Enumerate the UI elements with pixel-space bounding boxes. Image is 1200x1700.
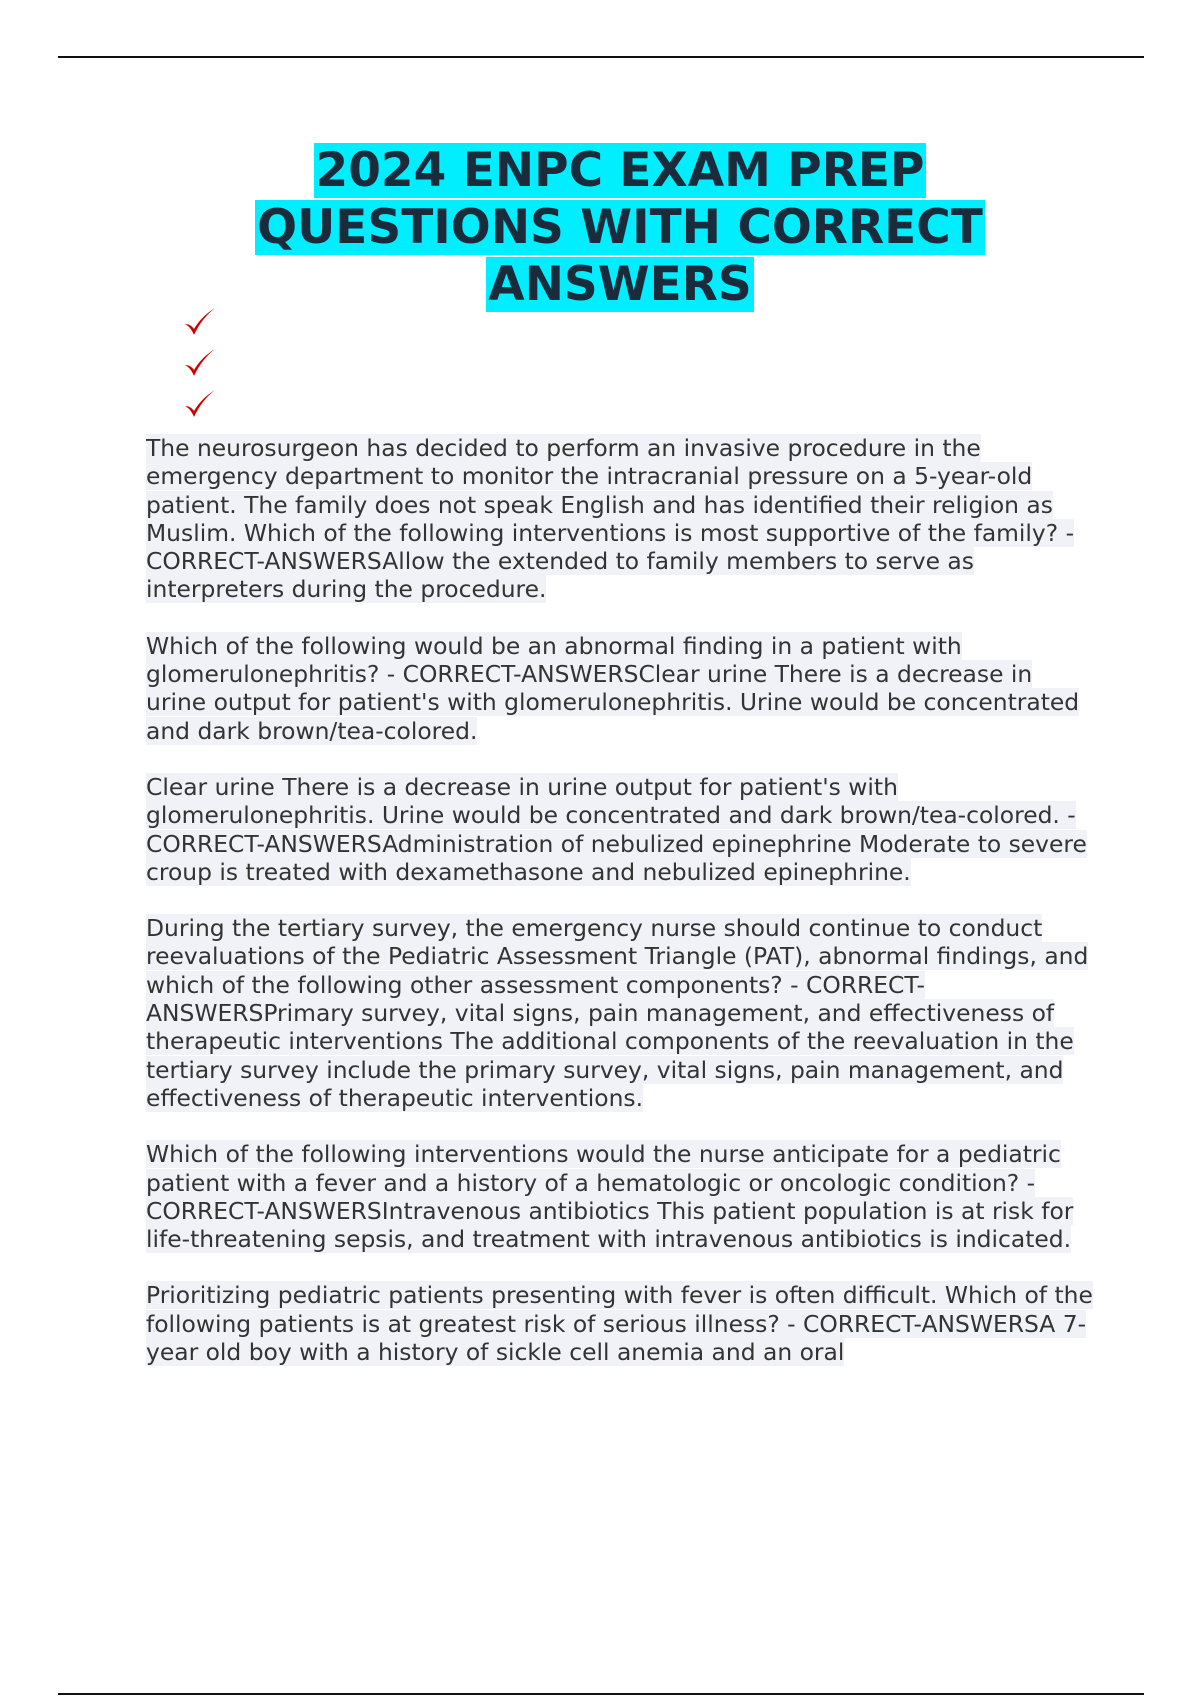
check-icon [180,302,220,342]
qa-entry-text: Which of the following would be an abnormal finding in a patient with glomerulonephritis? - CORRECT-ANSWERSClear urine There is a decrease in urine output for patient's with glomerulonephritis. Urine would be concentrated and dark brown/tea-colored. [146,631,1080,745]
check-icon [180,384,220,424]
document-title [140,142,1100,313]
qa-entry [146,914,1096,1112]
qa-entry-text: During the tertiary survey, the emergency nurse should continue to conduct reevaluations of the Pediatric Assessment Triangle (PAT), abnormal findings, and which of the following other assessment components? - CORRECT-ANSWERSPrimary survey, vital signs, pain management, and effectiveness of therapeutic interventions The additional components of the reevaluation in the tertiary survey include the primary survey, vital signs, pain management, and effectiveness of therapeutic interventions. [146,914,1089,1112]
qa-entry [146,1140,1096,1253]
check-list [180,302,220,425]
bottom-rule [58,1693,1144,1695]
title-line: QUESTIONS WITH CORRECT [257,200,983,255]
title-line: ANSWERS [488,257,752,312]
check-icon [180,343,220,383]
qa-entry [146,773,1096,886]
qa-entry-text: The neurosurgeon has decided to perform an invasive procedure in the emergency department to monitor the intracranial pressure on a 5-year-old patient. The family does not speak English and has identified their religion as Muslim. Which of the following interventions is most supportive of the family? - CORRECT-ANSWERSAllow the extended to family members to serve as interpreters during the procedure. [146,434,1075,604]
qa-entry-text: Which of the following interventions would the nurse anticipate for a pediatric patient with a fever and a history of a hematologic or oncologic condition? - CORRECT-ANSWERSIntravenous antibiotics This patient population is at risk for life-threatening sepsis, and treatment with intravenous antibiotics is indicated. [146,1140,1074,1254]
qa-entry-text: Clear urine There is a decrease in urine output for patient's with glomerulonephritis. Urine would be concentrated and dark brown/tea-colored. - CORRECT-ANSWERSAdministration of nebulized epinephrine Moderate to severe croup is treated with dexamethasone and nebulized epinephrine. [146,772,1087,886]
title-line: 2024 ENPC EXAM PREP [315,143,925,198]
qa-entry [146,1281,1096,1366]
qa-entry [146,434,1096,604]
top-rule [58,56,1144,58]
qa-entry-text: Prioritizing pediatric patients presenting with fever is often difficult. Which of the following patients is at greatest risk of serious illness? - CORRECT-ANSWERSA 7-year old boy with a history of sickle cell anemia and an oral [146,1281,1093,1367]
qa-content [146,434,1096,1394]
qa-entry [146,632,1096,745]
